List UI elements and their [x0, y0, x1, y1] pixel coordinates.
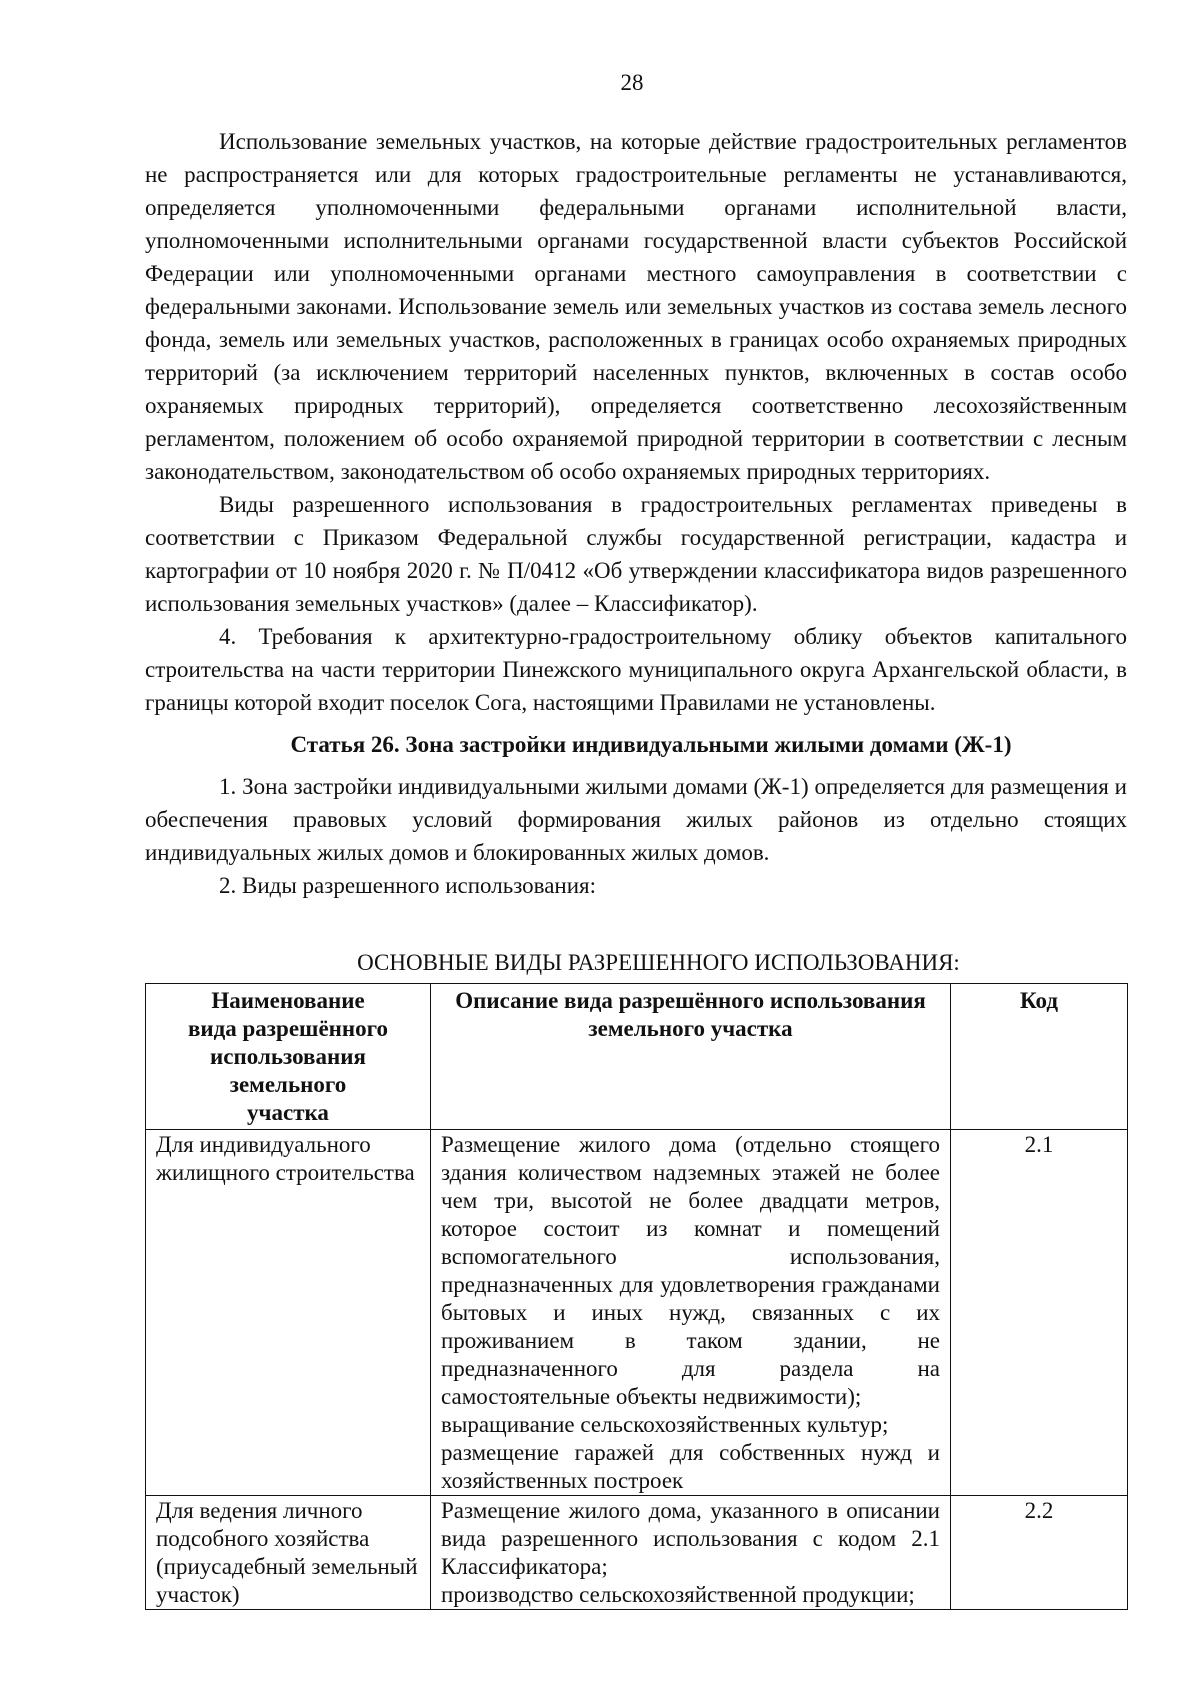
use-description [431, 1496, 951, 1610]
description-line: Размещение жилого дома (отдельно стоящего здания количеством надземных этажей не более чем три, высотой не более двадцати метров, которое состоит из комнат и помещений вспомогательного использования, предназначенных для удовлетворения гражданами бытовых и иных нужд, связанных с их проживанием в таком здании, не предназначенного для раздела на самостоятельные объекты недвижимости); [441, 1132, 940, 1409]
paragraph: 1. Зона застройки индивидуальными жилыми домами (Ж-1) определяется для размещения и обеспечения правовых условий формирования жилых районов из отдельно стоящих индивидуальных жилых домов и блокированных жилых домов. [145, 774, 1127, 865]
description-line: производство сельскохозяйственной продукции; [441, 1582, 915, 1607]
paragraph: Использование земельных участков, на которые действие градостроительных регламентов не распространяется или для которых градостроительные регламенты не устанавливаются, определяется уполномоченными федеральными органами исполнительной власти, уполномоченными исполнительными органами государственной власти субъектов Российской Федерации или уполномоченными органами местного самоуправления в соответствии с федеральными законами. Использование земель или земельных участков из состава земель лесного фонда, земель или земельных участков, расположенных в границах особо охраняемых природных территорий (за исключением территорий населенных пунктов, включенных в состав особо охраняемых природных территорий), определяется соответственно лесохозяйственным регламентом, положением об особо охраняемой природной территории в соответствии с лесным законодательством, законодательством об особо охраняемых природных территориях. [145, 129, 1127, 484]
use-description [431, 1130, 951, 1496]
description-line: Размещение жилого дома, указанного в описании вида разрешенного использования с кодом 2.1 Классификатора; [441, 1498, 940, 1579]
table-row [146, 1496, 1128, 1610]
page-number: 28 [620, 70, 644, 95]
header-description: Описание вида разрешённого использования земельного участка [431, 984, 951, 1130]
use-name: Для индивидуального жилищного строительства [146, 1130, 431, 1496]
description-line: выращивание сельскохозяйственных культур; [441, 1412, 889, 1437]
article-heading: Статья 26. Зона застройки индивидуальными жилыми домами (Ж-1) [290, 732, 1012, 757]
paragraph: 2. Виды разрешенного использования: [219, 873, 596, 898]
header-code: Код [951, 984, 1128, 1130]
use-code: 2.1 [951, 1130, 1128, 1496]
header-name: Наименование вида разрешённого использования земельного участка [146, 984, 431, 1130]
table-header-row [146, 984, 1128, 1130]
land-use-table [145, 983, 1128, 1610]
description-line: размещение гаражей для собственных нужд и хозяйственных построек [441, 1440, 940, 1493]
table-row [146, 1130, 1128, 1496]
paragraph: 4. Требования к архитектурно-градостроительному облику объектов капитального строительства на части территории Пинежского муниципального округа Архангельской области, в границы которой входит поселок Сога, настоящими Правилами не установлены. [145, 624, 1127, 715]
use-name: Для ведения личного подсобного хозяйства (приусадебный земельный участок) [146, 1496, 431, 1610]
document-body [145, 125, 1127, 1610]
paragraph: Виды разрешенного использования в градостроительных регламентах приведены в соответствии с Приказом Федеральной службы государственной регистрации, кадастра и картографии от 10 ноября 2020 г. № П/0412 «Об утверждении классификатора видов разрешенного использования земельных участков» (далее – Классификатор). [145, 492, 1127, 616]
table-caption: ОСНОВНЫЕ ВИДЫ РАЗРЕШЕННОГО ИСПОЛЬЗОВАНИЯ: [357, 950, 960, 975]
use-code: 2.2 [951, 1496, 1128, 1610]
